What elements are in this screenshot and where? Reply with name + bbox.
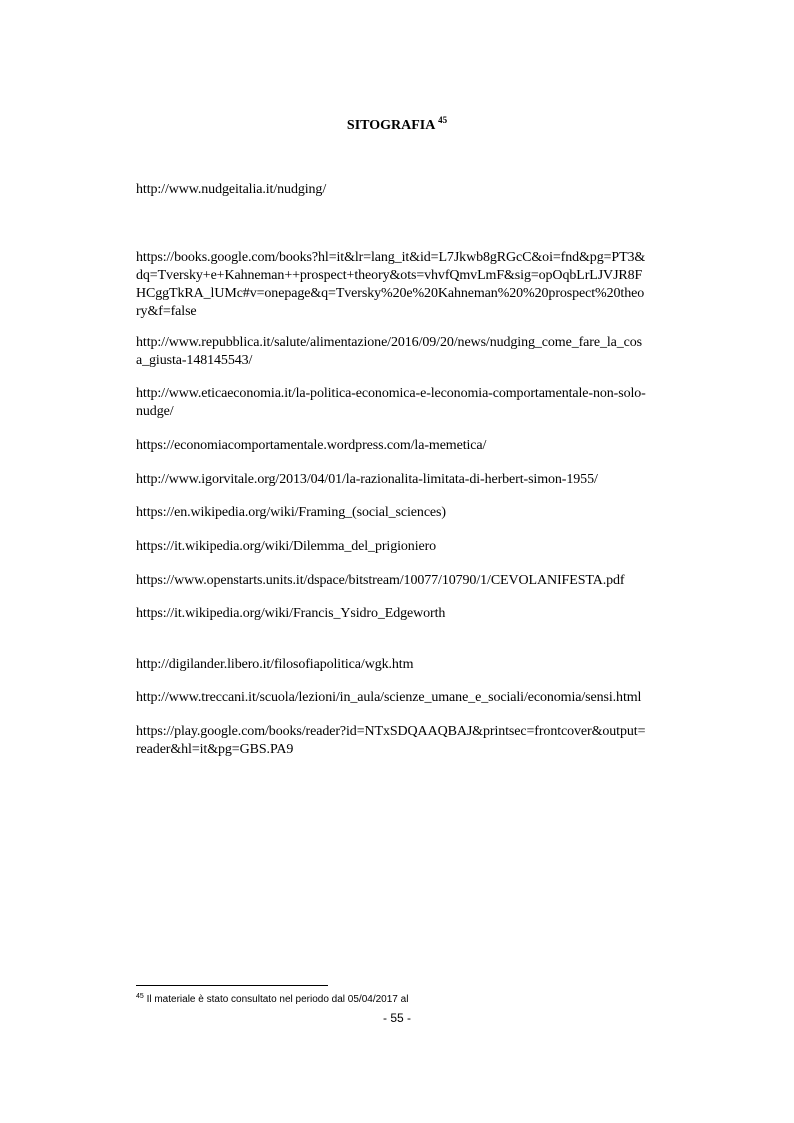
url-line[interactable]: a_giusta-148145543/ xyxy=(136,353,253,368)
sitography-entry[interactable] xyxy=(136,572,684,590)
footnote-number: 45 xyxy=(136,993,144,1000)
url-line[interactable]: HCggTkRA_lUMc#v=onepage&q=Tversky%20e%20Kahneman%20%20prospect%20theo xyxy=(136,286,645,301)
sitography-entry[interactable] xyxy=(136,538,684,556)
url-line[interactable]: http://www.nudgeitalia.it/nudging/ xyxy=(136,182,327,197)
url-line[interactable]: http://www.igorvitale.org/2013/04/01/la-razionalita-limitata-di-herbert-simon-1955/ xyxy=(136,472,598,487)
page-title xyxy=(0,115,794,134)
url-line[interactable]: reader&hl=it&pg=GBS.PA9 xyxy=(136,742,294,757)
title-footnote-ref: 45 xyxy=(438,115,448,125)
footnote-text: Il materiale è stato consultato nel periodo dal 05/04/2017 al xyxy=(146,994,409,1005)
url-line[interactable]: https://play.google.com/books/reader?id=NTxSDQAAQBAJ&printsec=frontcover&output= xyxy=(136,724,646,739)
url-line[interactable]: https://it.wikipedia.org/wiki/Dilemma_del_prigioniero xyxy=(136,539,437,554)
url-line[interactable]: http://digilander.libero.it/filosofiapolitica/wgk.htm xyxy=(136,657,414,672)
url-line[interactable]: https://www.openstarts.units.it/dspace/bitstream/10077/10790/1/CEVOLANIFESTA.pdf xyxy=(136,573,625,588)
url-line[interactable]: http://www.eticaeconomia.it/la-politica-economica-e-leconomia-comportamentale-non-solo- xyxy=(136,386,646,401)
url-line[interactable]: dq=Tversky+e+Kahneman++prospect+theory&ots=vhvfQmvLmF&sig=opOqbLrLJVJR8F xyxy=(136,268,643,283)
url-line[interactable]: ry&f=false xyxy=(136,304,197,319)
url-line[interactable]: nudge/ xyxy=(136,404,174,419)
sitography-entry[interactable] xyxy=(136,437,684,455)
sitography-entry[interactable] xyxy=(136,249,684,321)
sitography-entry[interactable] xyxy=(136,385,684,421)
sitography-entry[interactable] xyxy=(136,471,684,489)
url-line[interactable]: https://economiacomportamentale.wordpress.com/la-memetica/ xyxy=(136,438,487,453)
sitography-entry[interactable] xyxy=(136,504,684,522)
footnote xyxy=(136,993,408,1005)
url-line[interactable]: http://www.treccani.it/scuola/lezioni/in_aula/scienze_umane_e_sociali/economia/sensi.html xyxy=(136,690,642,705)
sitography-entry[interactable] xyxy=(136,689,684,707)
url-line[interactable]: https://books.google.com/books?hl=it&lr=lang_it&id=L7Jkwb8gRGcC&oi=fnd&pg=PT3& xyxy=(136,250,646,265)
sitography-entry[interactable] xyxy=(136,656,684,674)
url-line[interactable]: https://it.wikipedia.org/wiki/Francis_Ysidro_Edgeworth xyxy=(136,606,446,621)
sitography-entry[interactable] xyxy=(136,334,684,370)
url-line[interactable]: http://www.repubblica.it/salute/alimentazione/2016/09/20/news/nudging_come_fare_la_cos xyxy=(136,335,643,350)
title-text: SITOGRAFIA xyxy=(346,118,435,133)
url-line[interactable]: https://en.wikipedia.org/wiki/Framing_(social_sciences) xyxy=(136,505,446,520)
sitography-entry[interactable] xyxy=(136,605,684,623)
footnote-divider xyxy=(136,985,328,986)
sitography-entry[interactable] xyxy=(136,181,684,199)
sitography-entry[interactable] xyxy=(136,723,684,759)
page-number: - 55 - xyxy=(382,1011,411,1025)
